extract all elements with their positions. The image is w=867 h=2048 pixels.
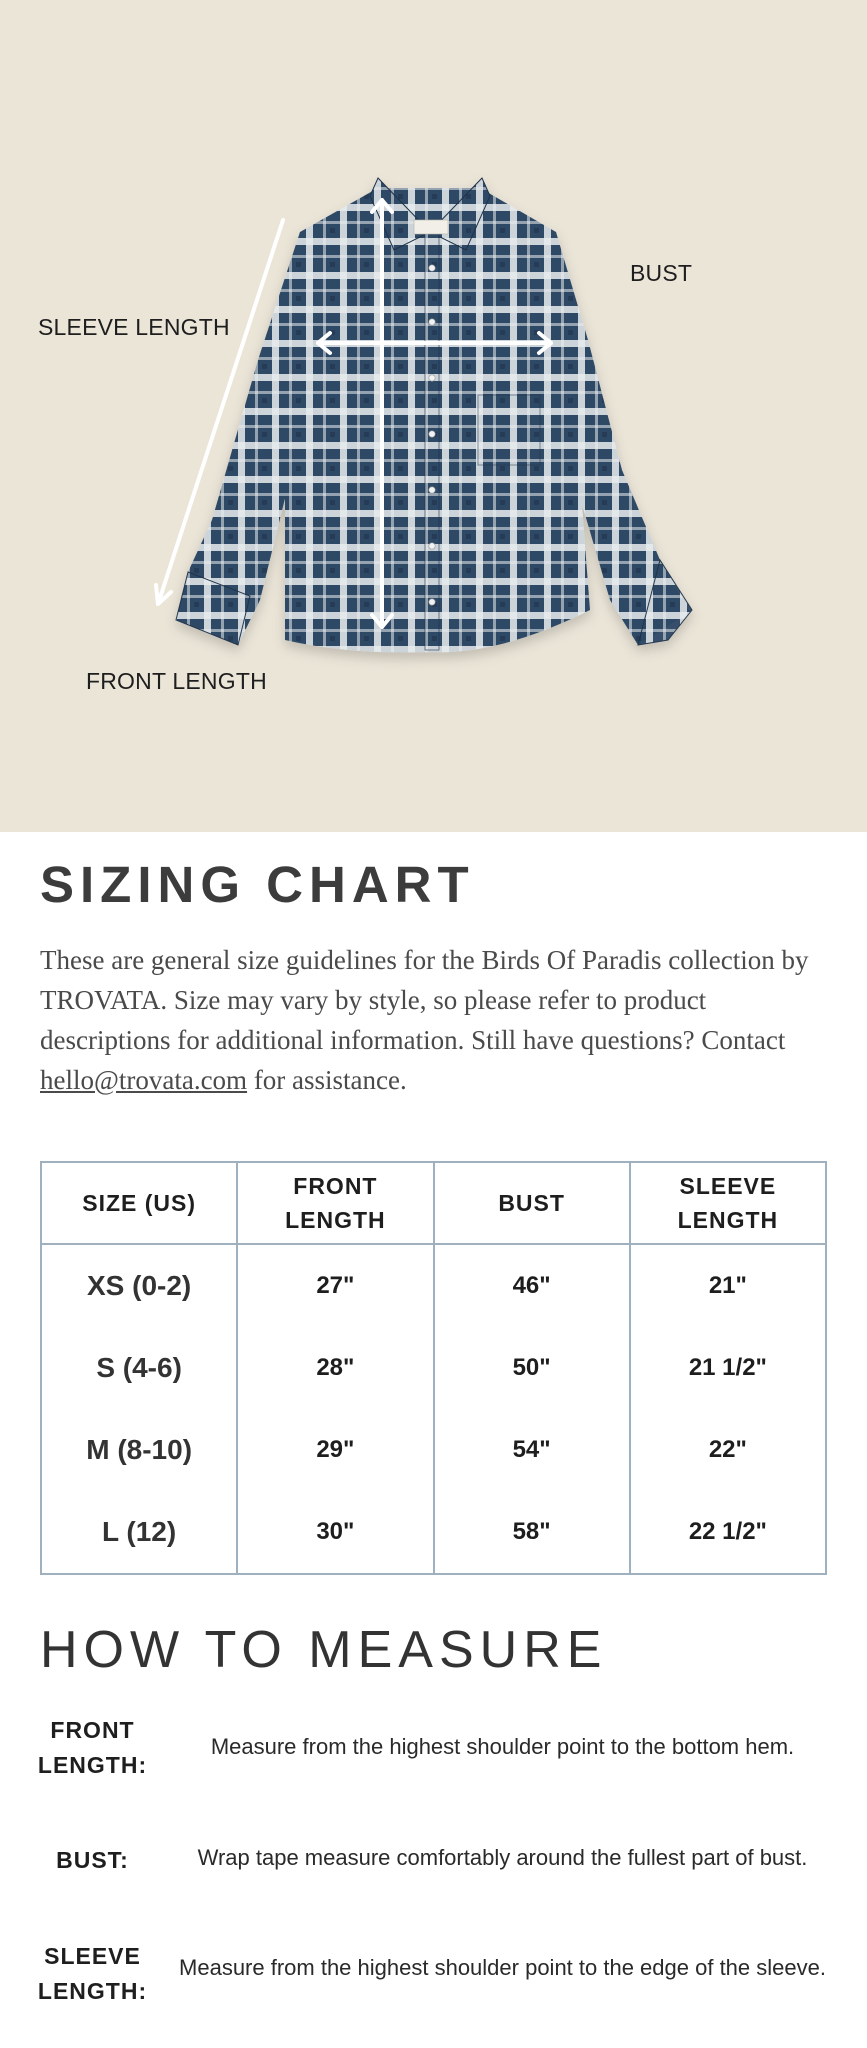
intro-text-end: for assistance.	[247, 1065, 407, 1095]
header-front-length	[237, 1162, 433, 1244]
cell-front-length: 30"	[237, 1491, 433, 1574]
table-header-row	[41, 1162, 826, 1244]
intro-paragraph	[40, 940, 840, 1100]
cell-bust: 50"	[434, 1327, 630, 1409]
plaid-shirt-illustration	[0, 0, 867, 832]
measure-term: BUST:	[56, 1847, 129, 1873]
header-bust: BUST	[434, 1162, 630, 1244]
cell-size: XS (0-2)	[41, 1244, 237, 1327]
sleeve-length-label: SLEEVE LENGTH	[38, 314, 230, 340]
how-to-measure-title: HOW TO MEASURE	[40, 1621, 608, 1679]
table-row	[41, 1244, 826, 1327]
cell-sleeve-length: 22 1/2"	[630, 1491, 826, 1574]
page-title: SIZING CHART	[40, 856, 475, 913]
measure-definition: Measure from the highest shoulder point to the edge of the sleeve.	[179, 1955, 826, 1980]
cell-size: L (12)	[41, 1491, 237, 1574]
measure-definition: Wrap tape measure comfortably around the fullest part of bust.	[197, 1845, 808, 1870]
front-length-label: FRONT LENGTH	[86, 668, 267, 694]
header-size: SIZE (US)	[41, 1162, 237, 1244]
cell-sleeve-length: 21"	[630, 1244, 826, 1327]
table-row	[41, 1491, 826, 1574]
header-sleeve-length	[630, 1162, 826, 1244]
cell-sleeve-length: 22"	[630, 1409, 826, 1491]
table-row	[41, 1327, 826, 1409]
table-row	[41, 1409, 826, 1491]
sizing-table	[40, 1161, 827, 1575]
measure-term: FRONT LENGTH:	[37, 1717, 148, 1778]
bust-label: BUST	[630, 260, 693, 286]
cell-bust: 58"	[434, 1491, 630, 1574]
header-front-length-label: FRONT LENGTH	[285, 1173, 386, 1233]
header-sleeve-length-label: SLEEVE LENGTH	[677, 1173, 779, 1233]
cell-size: S (4-6)	[41, 1327, 237, 1409]
product-hero-image	[0, 0, 867, 832]
cell-bust: 54"	[434, 1409, 630, 1491]
intro-text: These are general size guidelines for the Birds Of Paradis collection by TROVATA. Size may vary by style, so please refer to product descriptions for additional information. Still have questions? Contact	[40, 945, 809, 1055]
cell-bust: 46"	[434, 1244, 630, 1327]
measure-term: SLEEVE LENGTH:	[37, 1943, 148, 2004]
cell-front-length: 27"	[237, 1244, 433, 1327]
measure-definition: Measure from the highest shoulder point to the bottom hem.	[210, 1734, 795, 1759]
cell-front-length: 28"	[237, 1327, 433, 1409]
cell-size: M (8-10)	[41, 1409, 237, 1491]
cell-sleeve-length: 21 1/2"	[630, 1327, 826, 1409]
cell-front-length: 29"	[237, 1409, 433, 1491]
contact-email-link[interactable]: hello@trovata.com	[40, 1065, 248, 1095]
